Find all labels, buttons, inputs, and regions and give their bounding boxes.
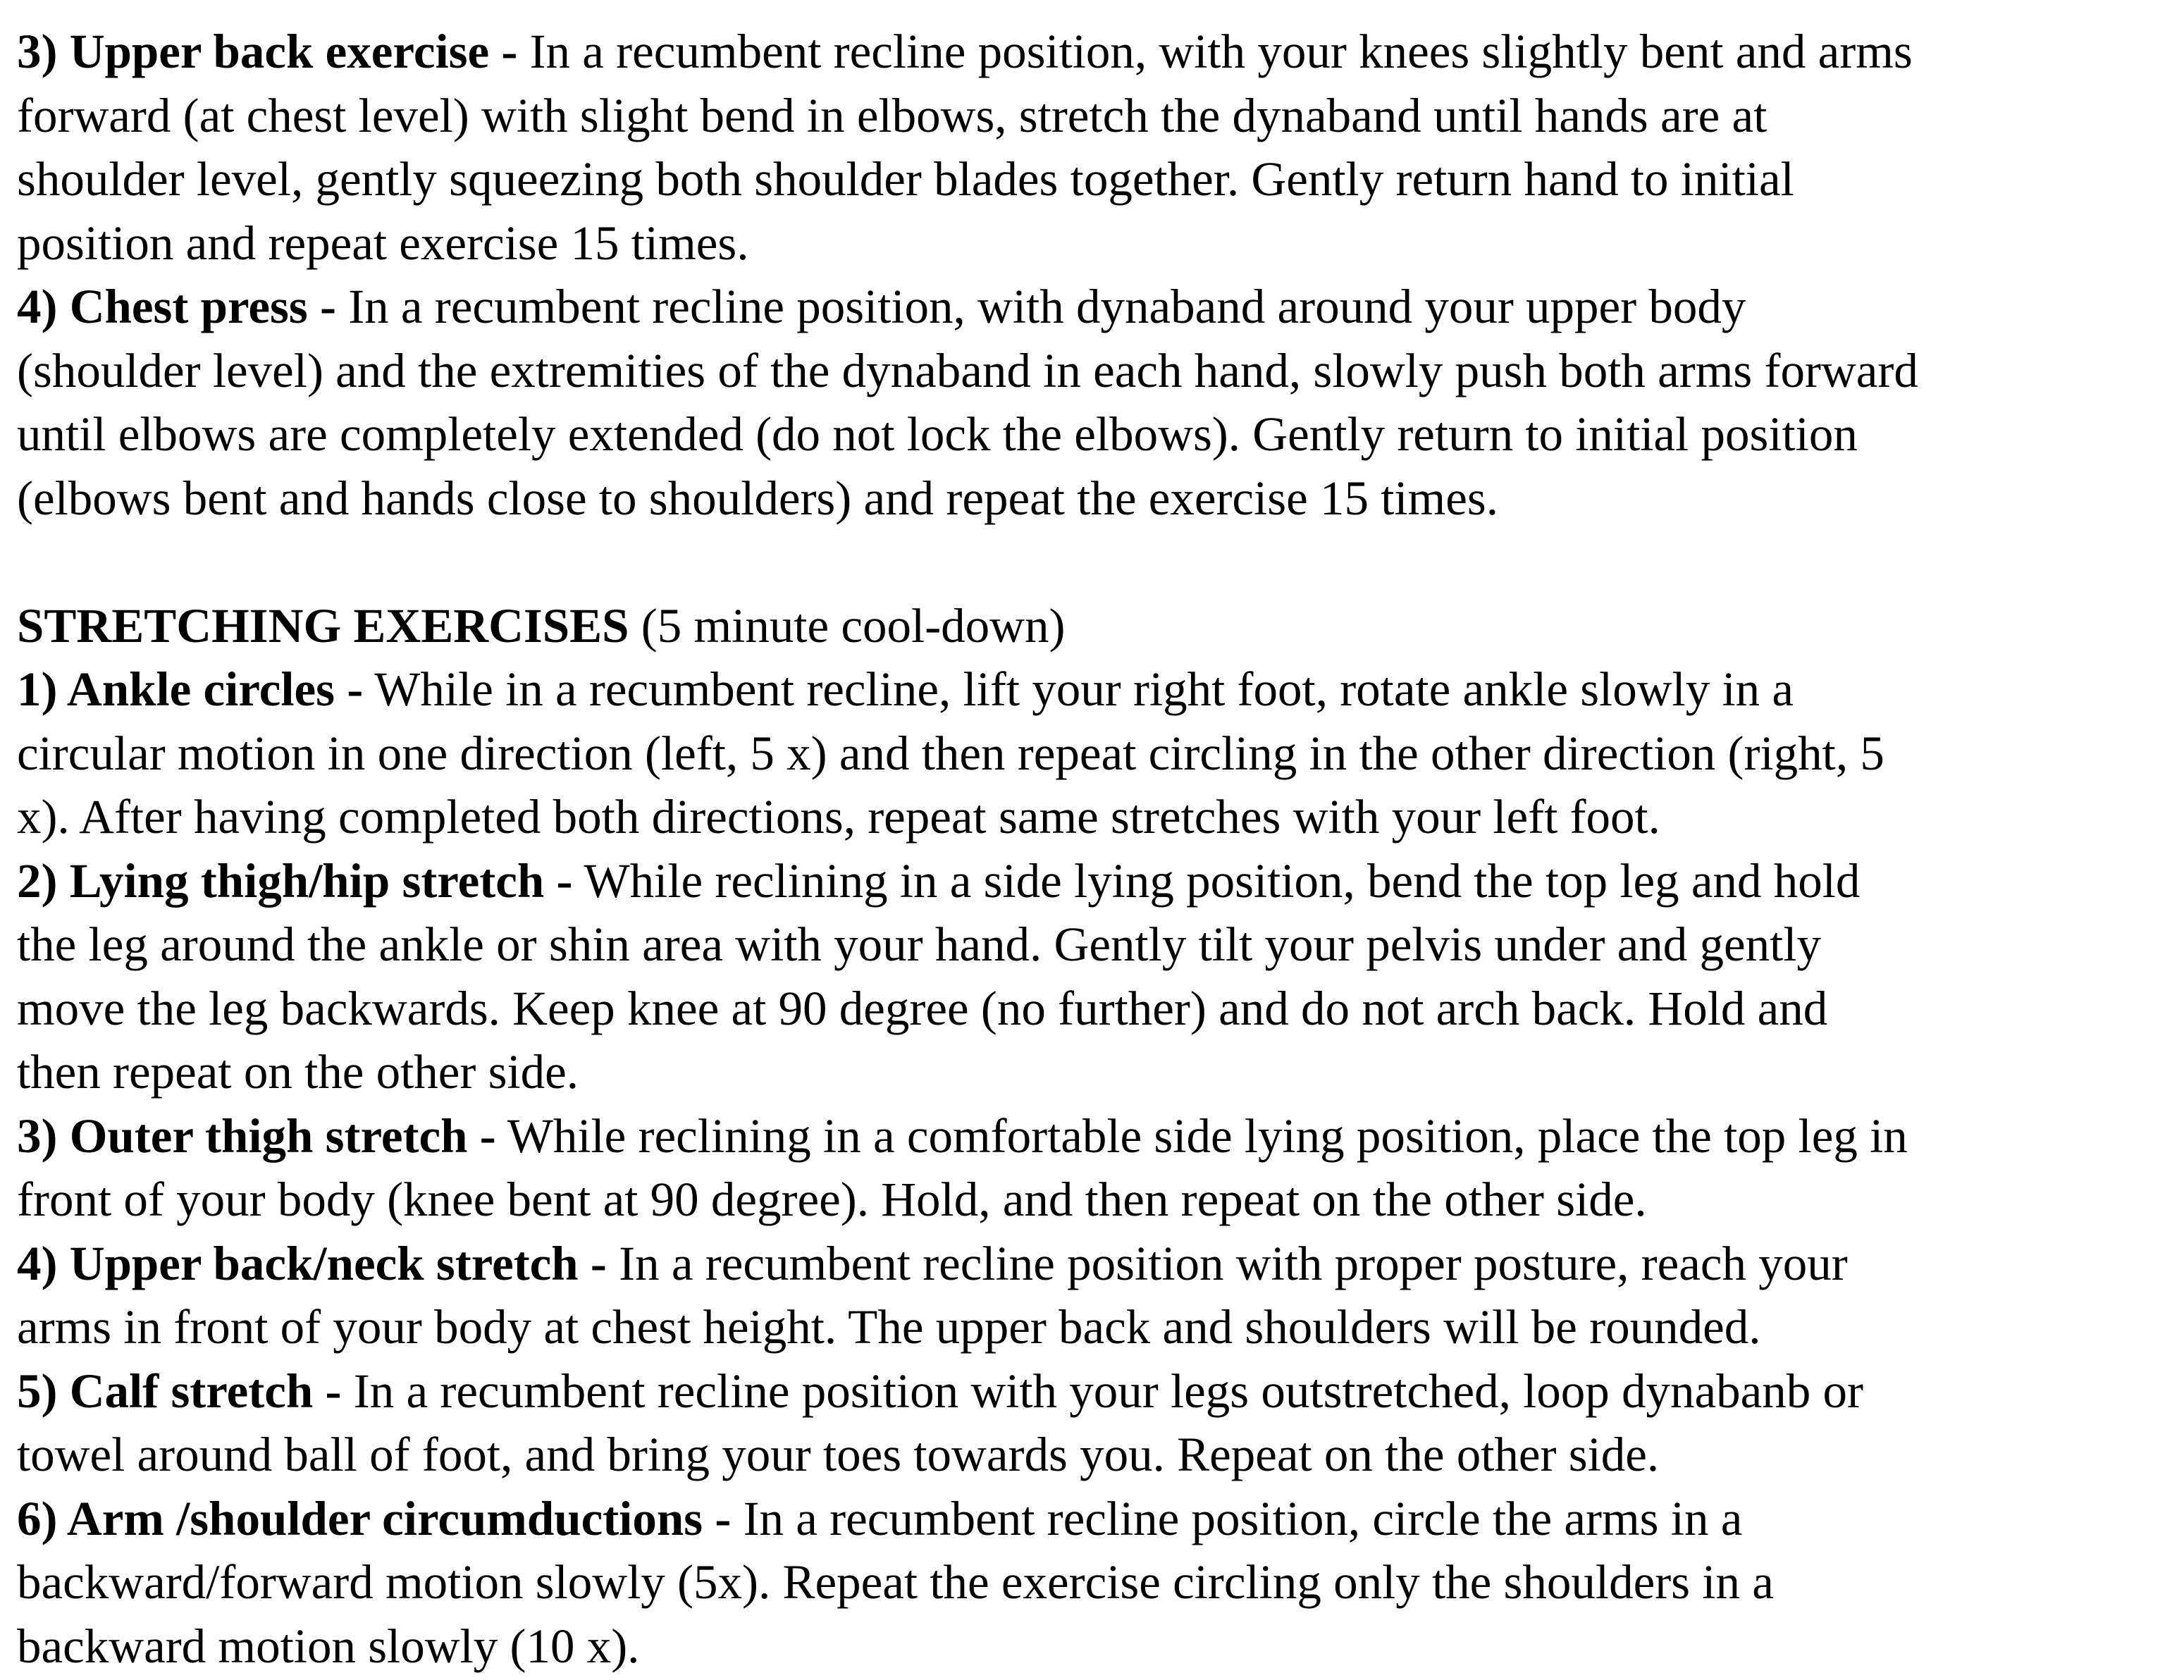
bold-heading: STRETCHING EXERCISES (17, 598, 629, 653)
line-text: In a recumbent recline position, with dynaband around your upper body (335, 280, 1746, 333)
text-line (17, 1487, 2184, 1551)
line-text: forward (at chest level) with slight bend in elbows, stretch the dynaband until hands are at (17, 88, 1767, 142)
line-text: While reclining in a comfortable side lying position, place the top leg in (495, 1108, 1908, 1163)
text-line (17, 1104, 2184, 1168)
text-line (17, 722, 2184, 786)
text-line (17, 849, 2184, 913)
line-text: move the leg backwards. Keep knee at 90 degree (no further) and do not arch back. Hold and (17, 981, 1828, 1035)
text-line (17, 657, 2184, 722)
text-line (17, 1550, 2184, 1614)
line-text: (shoulder level) and the extremities of the dynaband in each hand, slowly push both arms forward (17, 343, 1918, 397)
line-text: In a recumbent recline position, with your knees slightly bent and arms (517, 25, 1913, 78)
bold-heading: 6) Arm /shoulder circumductions - (17, 1491, 732, 1545)
line-text: backward motion slowly (10 x). (17, 1619, 640, 1673)
line-text: towel around ball of foot, and bring your toes towards you. Repeat on the other side. (17, 1428, 1660, 1481)
text-line (17, 1295, 2184, 1359)
text-line (17, 913, 2184, 977)
text-line (17, 275, 2184, 339)
line-text: shoulder level, gently squeezing both shoulder blades together. Gently return hand to initial (17, 152, 1794, 206)
text-line (17, 1232, 2184, 1296)
line-text: then repeat on the other side. (17, 1045, 579, 1099)
text-line (17, 147, 2184, 211)
bold-heading: 5) Calf stretch - (17, 1364, 342, 1418)
line-text: until elbows are completely extended (do not lock the elbows). Gently return to initial position (17, 407, 1858, 461)
text-line (17, 467, 2184, 531)
bold-heading: 2) Lying thigh/hip stretch - (17, 853, 573, 908)
text-line (17, 977, 2184, 1041)
text-line (17, 211, 2184, 276)
text-line (17, 785, 2184, 849)
line-text: the leg around the ankle or shin area with your hand. Gently tilt your pelvis under and gently (17, 918, 1822, 971)
text-line (17, 594, 2184, 658)
line-text: (elbows bent and hands close to shoulders) and repeat the exercise 15 times. (17, 471, 1498, 525)
text-line (17, 402, 2184, 467)
text-line (17, 20, 2184, 84)
line-text: arms in front of your body at chest height. The upper back and shoulders will be rounded. (17, 1300, 1761, 1354)
line-text: While in a recumbent recline, lift your right foot, rotate ankle slowly in a (363, 662, 1794, 716)
bold-heading: 4) Chest press - (17, 280, 336, 333)
line-text: In a recumbent recline position with your legs outstretched, loop dynabanb or (341, 1364, 1864, 1418)
bold-heading: 3) Outer thigh stretch - (17, 1108, 496, 1163)
text-line (17, 84, 2184, 148)
line-text: While reclining in a side lying position, bend the top leg and hold (572, 853, 1861, 908)
text-line (17, 1168, 2184, 1232)
text-line (17, 1423, 2184, 1487)
line-text: In a recumbent recline position with proper posture, reach your (606, 1236, 1848, 1290)
text-line (17, 530, 2184, 594)
text-line (17, 1359, 2184, 1423)
line-text: x). After having completed both directions, repeat same stretches with your left foot. (17, 790, 1660, 844)
line-text: In a recumbent recline position, circle the arms in a (731, 1491, 1743, 1545)
line-text: front of your body (knee bent at 90 degree). Hold, and then repeat on the other side. (17, 1173, 1647, 1226)
text-line (17, 1614, 2184, 1679)
line-text: position and repeat exercise 15 times. (17, 216, 749, 270)
line-text: circular motion in one direction (left, 5 x) and then repeat circling in the other direction (right, 5 (17, 726, 1884, 780)
text-line (17, 1040, 2184, 1104)
bold-heading: 3) Upper back exercise - (17, 25, 518, 78)
text-line (17, 339, 2184, 403)
line-text: backward/forward motion slowly (5x). Repeat the exercise circling only the shoulders in a (17, 1555, 1774, 1609)
bold-heading: 1) Ankle circles - (17, 662, 364, 716)
line-text: (5 minute cool-down) (629, 598, 1066, 653)
bold-heading: 4) Upper back/neck stretch - (17, 1236, 607, 1290)
